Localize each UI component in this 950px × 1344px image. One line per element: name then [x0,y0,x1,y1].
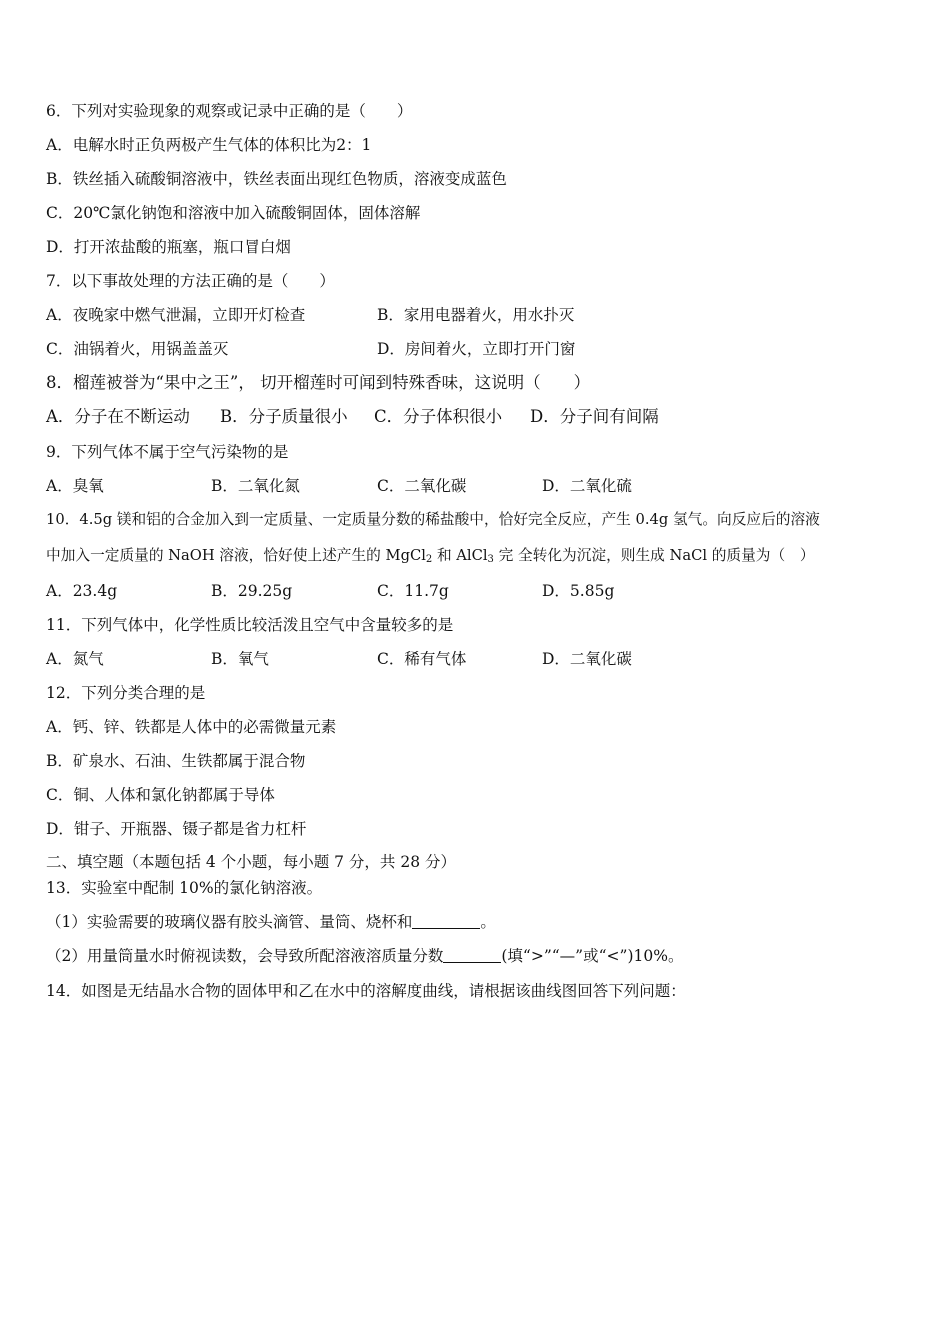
q10-line2-pre: 中加入一定质量的 NaOH 溶液，恰好使上述产生的 MgCl [46,547,426,564]
q11-option-c: C．稀有气体 [377,650,467,668]
q13-part2 [46,946,683,966]
section-heading-fill-in: 二、填空题（本题包括 4 个小题，每小题 7 分，共 28 分） [46,853,457,871]
q12-option-d: D．钳子、开瓶器、镊子都是省力杠杆 [46,820,307,838]
q13-stem: 13．实验室中配制 10%的氯化钠溶液。 [46,879,323,897]
q12-option-a: A．钙、锌、铁都是人体中的必需微量元素 [46,718,337,736]
q13-part1-end: 。 [480,913,496,931]
q7-option-b: B．家用电器着火，用水扑灭 [377,306,575,324]
q11-stem: 11．下列气体中，化学性质比较活泼且空气中含量较多的是 [46,616,454,634]
q10-subscript-2: 3 [487,554,494,565]
q6-option-b: B．铁丝插入硫酸铜溶液中，铁丝表面出现红色物质，溶液变成蓝色 [46,170,507,188]
q9-stem: 9．下列气体不属于空气污染物的是 [46,443,289,461]
q14-stem: 14．如图是无结晶水合物的固体甲和乙在水中的溶解度曲线，请根据该曲线图回答下列问题： [46,982,686,1000]
q10-option-c: C．11.7g [377,582,449,600]
q6-option-d: D．打开浓盐酸的瓶塞，瓶口冒白烟 [46,238,291,256]
q10-stem-line2 [46,546,815,566]
q6-stem: 6．下列对实验现象的观察或记录中正确的是（ ） [46,102,413,120]
q9-option-b: B．二氧化氮 [211,477,300,495]
q8-stem: 8．榴莲被誉为“果中之王”， 切开榴莲时可闻到特殊香味，这说明（ ） [46,373,591,392]
q7-stem: 7．以下事故处理的方法正确的是（ ） [46,272,335,290]
q10-option-d: D．5.85g [542,582,615,600]
q11-option-a: A．氮气 [46,650,104,668]
q13-part1-text: （1）实验需要的玻璃仪器有胶头滴管、量筒、烧杯和 [46,913,413,931]
q13-part1-blank[interactable] [412,914,480,929]
q10-line2-post: 完 全转化为沉淀，则生成 NaCl 的质量为（ ） [493,547,815,564]
q12-stem: 12．下列分类合理的是 [46,684,206,702]
q9-option-c: C．二氧化碳 [377,477,467,495]
q7-option-a: A．夜晚家中燃气泄漏，立即开灯检查 [46,306,306,324]
q10-line2-mid: 和 AlCl [432,547,488,564]
q9-option-a: A．臭氧 [46,477,104,495]
q10-stem-line1: 10．4.5g 镁和铝的合金加入到一定质量、一定质量分数的稀盐酸中，恰好完全反应，产生 0.4g 氢气。向反应后的溶液 [46,511,820,528]
q6-option-a: A．电解水时正负两极产生气体的体积比为2：1 [46,136,372,154]
q13-part1 [46,912,496,932]
q11-option-b: B．氧气 [211,650,269,668]
q11-option-d: D．二氧化碳 [542,650,632,668]
q10-subscript-1: 2 [425,554,433,565]
q10-option-b: B．29.25g [211,582,293,600]
q8-option-d: D．分子间有间隔 [530,407,659,426]
q7-option-d: D．房间着火，立即打开门窗 [377,340,576,358]
q10-option-a: A．23.4g [46,582,118,600]
q8-option-b: B．分子质量很小 [220,407,348,426]
q13-part2-blank[interactable] [443,948,501,963]
q9-option-d: D．二氧化硫 [542,477,632,495]
q13-part2-text: （2）用量筒量水时俯视读数，会导致所配溶液溶质量分数 [46,947,444,965]
q8-option-a: A．分子在不断运动 [46,407,190,426]
q6-option-c: C．20℃氯化钠饱和溶液中加入硫酸铜固体，固体溶解 [46,204,421,222]
q7-option-c: C．油锅着火，用锅盖盖灭 [46,340,229,358]
q8-option-c: C．分子体积很小 [374,407,503,426]
q13-part2-end: (填“>”“—”或“<”)10%。 [501,947,684,965]
q12-option-b: B．矿泉水、石油、生铁都属于混合物 [46,752,306,770]
q12-option-c: C．铜、人体和氯化钠都属于导体 [46,786,275,804]
